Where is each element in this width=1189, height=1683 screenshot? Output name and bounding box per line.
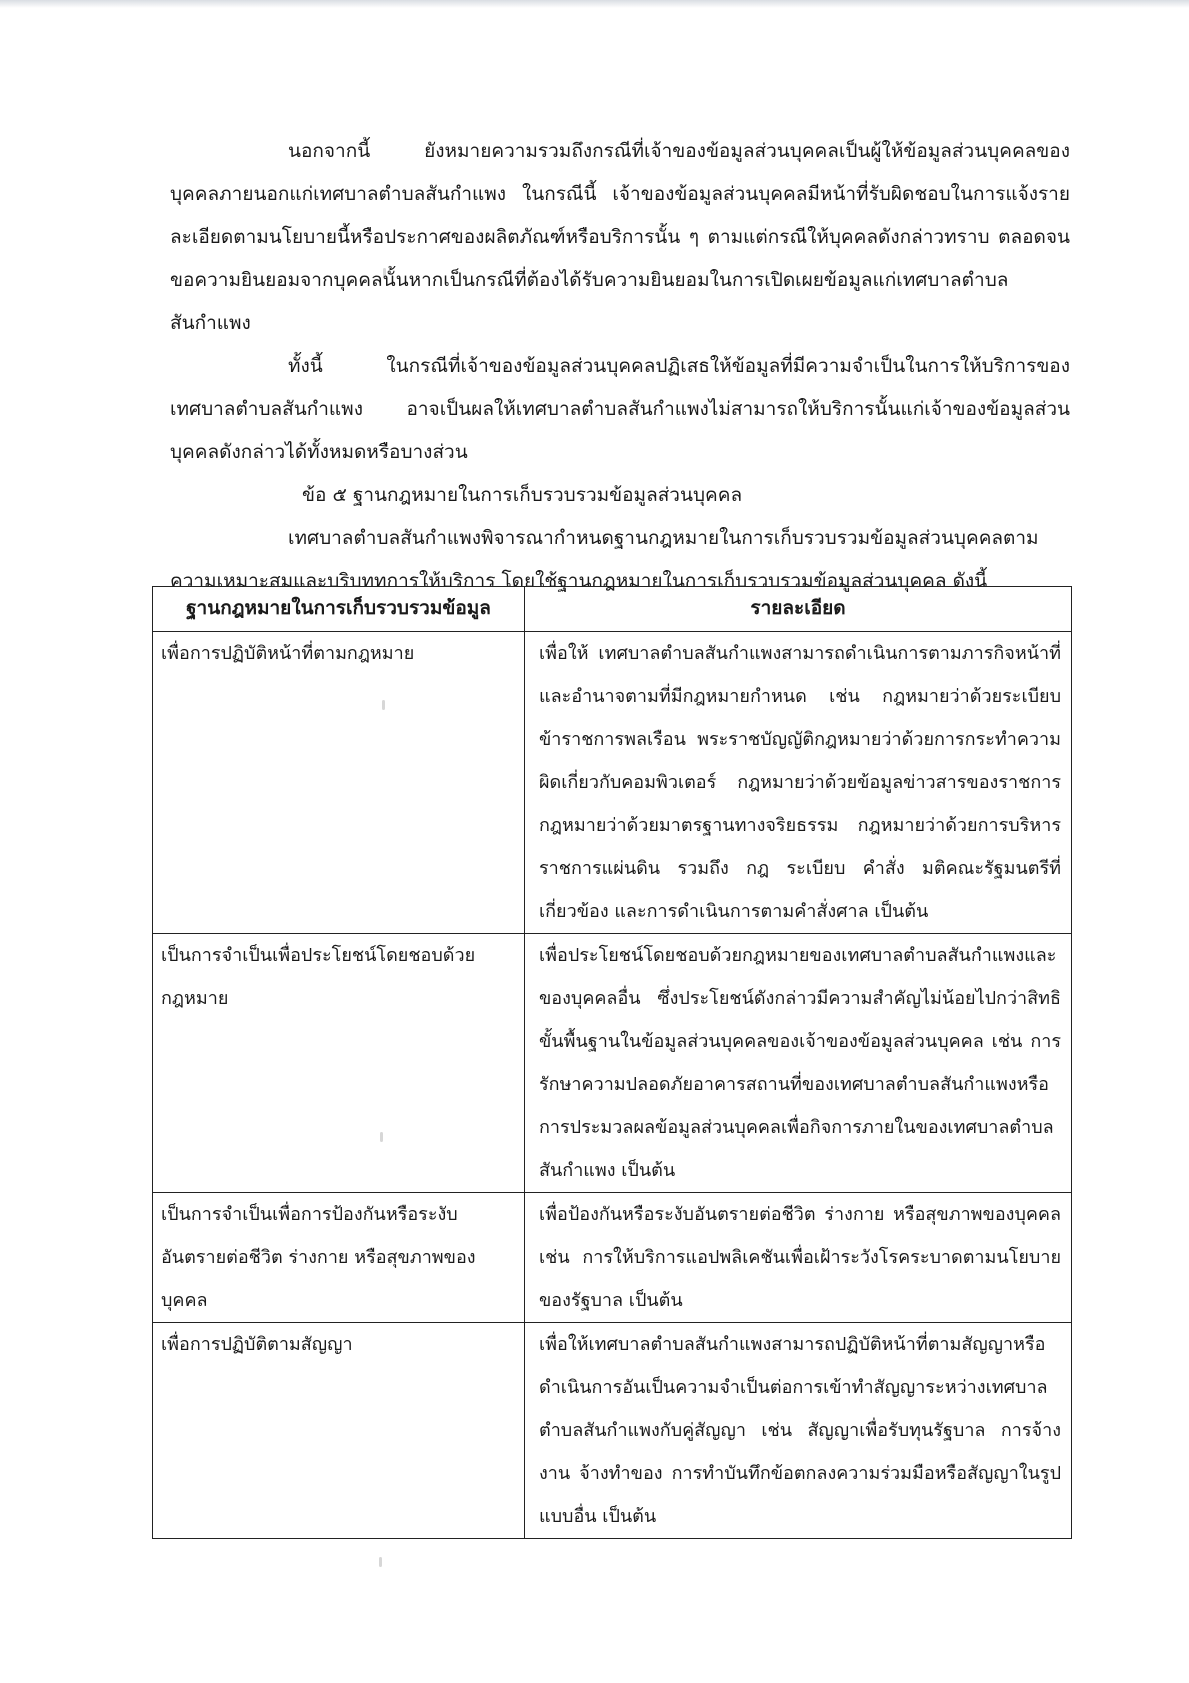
legal-basis-detail-cell: เพื่อให้ เทศบาลตำบลสันกำแพงสามารถดำเนินการตามภารกิจหน้าที่และอำนาจตามที่มีกฎหมายกำหนด เช่น กฎหมายว่าด้วยระเบียบข้าราชการพลเรือน พระราชบัญญัติกฎหมายว่าด้วยการกระทำความผิดเกี่ยวกับคอมพิวเตอร์ กฎหมายว่าด้วยข้อมูลข่าวสารของราชการ กฎหมายว่าด้วยมาตรฐานทางจริยธรรม กฎหมายว่าด้วยการบริหารราชการแผ่นดิน รวมถึง กฎ ระเบียบ คำสั่ง มติคณะรัฐมนตรีที่เกี่ยวข้อง และการดำเนินการตามคำสั่งศาล เป็นต้น bbox=[525, 632, 1072, 934]
document-body bbox=[170, 130, 1070, 603]
scan-top-edge bbox=[0, 0, 1189, 8]
table-row bbox=[153, 1193, 1072, 1323]
table-row bbox=[153, 632, 1072, 934]
legal-basis-cell: เพื่อการปฏิบัติตามสัญญา bbox=[153, 1323, 525, 1539]
legal-basis-cell: เป็นการจำเป็นเพื่อการป้องกันหรือระงับอันตรายต่อชีวิต ร่างกาย หรือสุขภาพของบุคคล bbox=[153, 1193, 525, 1323]
legal-basis-cell: เพื่อการปฏิบัติหน้าที่ตามกฎหมาย bbox=[153, 632, 525, 934]
section-heading-legal-basis: ข้อ ๕ ฐานกฎหมายในการเก็บรวบรวมข้อมูลส่วนบุคคล bbox=[302, 484, 743, 506]
paragraph-legal-basis-intro: เทศบาลตำบลสันกำแพงพิจารณากำหนดฐานกฎหมายในการเก็บรวบรวมข้อมูลส่วนบุคคลตามความเหมาะสมและบริบททการให้บริการ โดยใช้ฐานกฎหมายในการเก็บรวบรวมข้อมูลส่วนบุคคล ดังนี้ bbox=[170, 527, 1039, 592]
legal-basis-detail-cell: เพื่อให้เทศบาลตำบลสันกำแพงสามารถปฏิบัติหน้าที่ตามสัญญาหรือดำเนินการอันเป็นความจำเป็นต่อการเข้าทำสัญญาระหว่างเทศบาลตำบลสันกำแพงกับคู่สัญญา เช่น สัญญาเพื่อรับทุนรัฐบาล การจ้างงาน จ้างทำของ การทำบันทึกข้อตกลงความร่วมมือหรือสัญญาในรูปแบบอื่น เป็นต้น bbox=[525, 1323, 1072, 1539]
paragraph-third-party-data: นอกจากนี้ ยังหมายความรวมถึงกรณีที่เจ้าของข้อมูลส่วนบุคคลเป็นผู้ให้ข้อมูลส่วนบุคคลของบุคคลภายนอกแก่เทศบาลตำบลสันกำแพง ในกรณีนี้ เจ้าของข้อมูลส่วนบุคคลมีหน้าที่รับผิดชอบในการแจ้งรายละเอียดตามนโยบายนี้หรือประกาศของผลิตภัณฑ์หรือบริการนั้น ๆ ตามแต่กรณีให้บุคคลดังกล่าวทราบ ตลอดจนขอความยินยอมจากบุคคลนั้นหากเป็นกรณีที่ต้องได้รับความยินยอมในการเปิดเผยข้อมูลแก่เทศบาลตำบลสันกำแพง bbox=[170, 140, 1070, 334]
legal-basis-cell: เป็นการจำเป็นเพื่อประโยชน์โดยชอบด้วยกฎหมาย bbox=[153, 934, 525, 1193]
column-header-detail: รายละเอียด bbox=[525, 587, 1072, 632]
table-row bbox=[153, 934, 1072, 1193]
table-row bbox=[153, 1323, 1072, 1539]
column-header-basis: ฐานกฎหมายในการเก็บรวบรวมข้อมูล bbox=[153, 587, 525, 632]
scan-speck bbox=[379, 1557, 382, 1567]
legal-basis-table bbox=[152, 586, 1072, 1539]
paragraph-refusal-consequence: ทั้งนี้ ในกรณีที่เจ้าของข้อมูลส่วนบุคคลปฏิเสธให้ข้อมูลที่มีความจำเป็นในการให้บริการของเทศบาลตำบลสันกำแพง อาจเป็นผลให้เทศบาลตำบลสันกำแพงไม่สามารถให้บริการนั้นแก่เจ้าของข้อมูลส่วนบุคคลดังกล่าวได้ทั้งหมดหรือบางส่วน bbox=[170, 355, 1070, 463]
legal-basis-detail-cell: เพื่อประโยชน์โดยชอบด้วยกฎหมายของเทศบาลตำบลสันกำแพงและของบุคคลอื่น ซึ่งประโยชน์ดังกล่าวมีความสำคัญไม่น้อยไปกว่าสิทธิขั้นพื้นฐานในข้อมูลส่วนบุคคลของเจ้าของข้อมูลส่วนบุคคล เช่น การรักษาความปลอดภัยอาคารสถานที่ของเทศบาลตำบลสันกำแพงหรือ การประมวลผลข้อมูลส่วนบุคคลเพื่อกิจการภายในของเทศบาลตำบลสันกำแพง เป็นต้น bbox=[525, 934, 1072, 1193]
legal-basis-detail-cell: เพื่อป้องกันหรือระงับอันตรายต่อชีวิต ร่างกาย หรือสุขภาพของบุคคล เช่น การให้บริการแอปพลิเคชันเพื่อเฝ้าระวังโรคระบาดตามนโยบายของรัฐบาล เป็นต้น bbox=[525, 1193, 1072, 1323]
table-header-row bbox=[153, 587, 1072, 632]
